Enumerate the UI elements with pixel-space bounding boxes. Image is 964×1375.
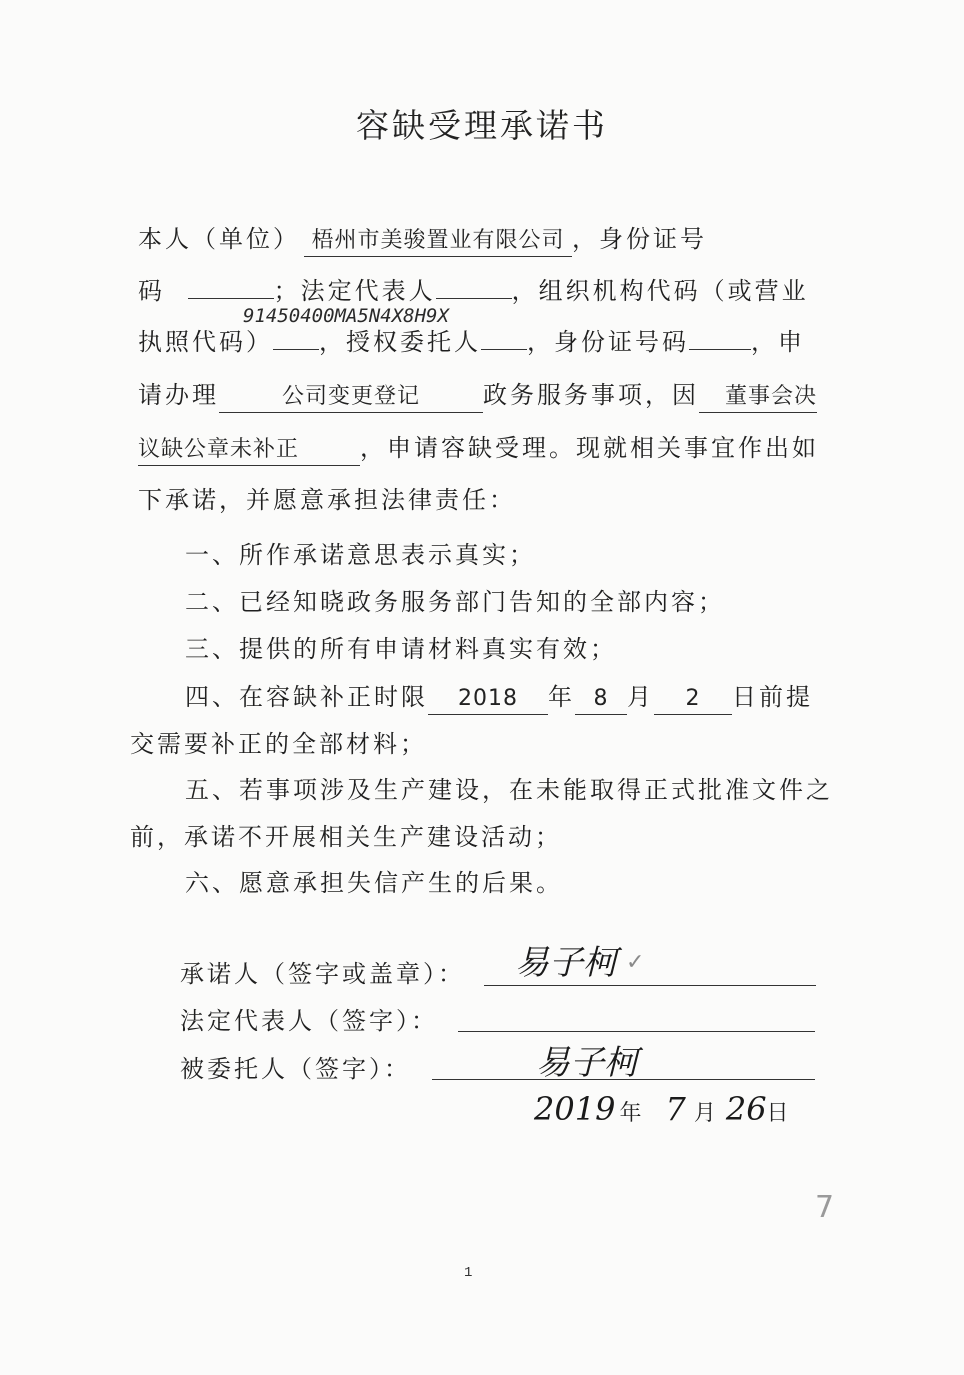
commitment-4-line-2: 交需要补正的全部材料；: [130, 730, 427, 758]
commitment-2: 二、已经知晓政务服务部门告知的全部内容；: [185, 588, 725, 616]
commitment-6: 六、愿意承担失信产生的后果。: [185, 869, 563, 897]
applicant-name-field: 梧州市美骏置业有限公司: [304, 226, 572, 257]
trustee-label: ，授权委托人: [319, 328, 481, 356]
sign-date-day-unit: 日: [766, 1101, 789, 1126]
commitment-3: 三、提供的所有申请材料真实有效；: [185, 635, 617, 663]
sign-date-year: 2019: [534, 1090, 616, 1128]
commitment-4-line-1: [185, 680, 813, 715]
legal-rep-signature-line: [458, 1031, 815, 1032]
month-unit: 月: [627, 683, 654, 711]
paragraph-line-2: [138, 274, 809, 308]
deadline-label: 四、在容缺补正时限: [185, 683, 428, 711]
commitment-5-line-2: 前，承诺不开展相关生产建设活动；: [130, 823, 562, 851]
apply-label: ，申: [751, 328, 805, 356]
legal-rep-label: ；法定代表人: [273, 277, 436, 305]
reason-field-part1: 董事会决: [699, 382, 817, 413]
org-code-blank: [273, 349, 319, 350]
promisor-signature-line: [484, 985, 816, 986]
trustee-signature: 易子柯: [536, 1043, 638, 1083]
deadline-month: 8: [575, 684, 627, 715]
apply-label-cont: 请办理: [138, 381, 219, 409]
commitment-1: 一、所作承诺意思表示真实；: [185, 541, 536, 569]
paragraph-line-3: [138, 325, 805, 359]
trustee-id-label: ，身份证号码: [527, 328, 689, 356]
year-unit: 年: [548, 683, 575, 711]
promisor-signature: 易子柯: [515, 943, 617, 983]
deadline-year: 2018: [428, 684, 548, 715]
check-mark-icon: ✓: [626, 950, 645, 975]
request-text: ，申请容缺受理。现就相关事宜作出如: [360, 434, 819, 462]
paragraph-line-4: [138, 378, 817, 413]
org-code-label: ，组织机构代码（或营业: [511, 277, 809, 305]
legal-rep-blank: [436, 298, 512, 299]
trustee-signature-label: 被委托人（签字）：: [180, 1055, 411, 1083]
document-title: 容缺受理承诺书: [356, 106, 608, 145]
service-suffix: 政务服务事项，因: [483, 381, 699, 409]
paragraph-line-5: [138, 431, 819, 466]
legal-rep-signature-label: 法定代表人（签字）：: [180, 1007, 438, 1035]
page-number: 1: [464, 1265, 473, 1281]
sign-date: [534, 1090, 789, 1128]
promisor-label: 承诺人（签字或盖章）：: [180, 960, 465, 988]
sign-date-month: 7: [665, 1090, 686, 1128]
sign-date-day: 26: [725, 1090, 767, 1128]
deadline-day: 2: [654, 684, 732, 715]
paragraph-line-6: 下承诺，并愿意承担法律责任：: [138, 486, 516, 514]
commitment-5-line-1: 五、若事项涉及生产建设，在未能取得正式批准文件之: [185, 776, 833, 804]
trustee-blank: [481, 349, 527, 350]
trustee-id-blank: [689, 349, 751, 350]
org-code-handwritten: 91450400MA5N4X8H9X: [243, 305, 449, 327]
margin-mark: 7: [815, 1190, 835, 1225]
paragraph-line-1: [138, 222, 707, 257]
reason-field-part2: 议缺公章未补正: [138, 435, 360, 466]
service-item-field: 公司变更登记: [219, 382, 483, 413]
unit-label: 本人（单位）: [138, 225, 300, 253]
sign-date-month-unit: 月: [693, 1101, 716, 1126]
deadline-suffix: 日前提: [732, 683, 813, 711]
id-label: ，身份证号: [572, 225, 707, 253]
id-label-cont: 码: [138, 277, 165, 305]
sign-date-year-unit: 年: [619, 1101, 642, 1126]
license-label: 执照代码）: [138, 328, 273, 356]
id-number-blank: [188, 298, 274, 299]
